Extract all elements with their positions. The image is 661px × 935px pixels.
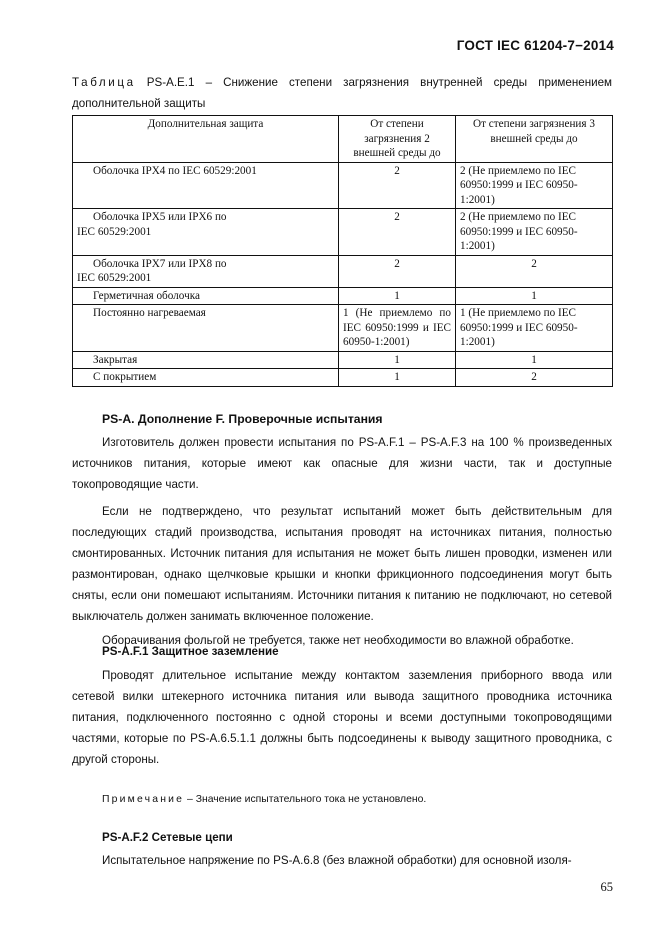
table-cell-degree-2: 1 bbox=[339, 287, 456, 305]
table-cell-degree-3: 1 bbox=[456, 287, 613, 305]
table-header-degree-3: От степени загрязнения 3 внешней среды до bbox=[456, 116, 613, 163]
table-row bbox=[73, 369, 613, 387]
section-f1-paragraph-1: Проводят длительное испытание между контактом заземления приборного ввода или сетевой вилки штекерного источника питания или вывода защитного проводника источника питания, подключенного постоянно с одной стороны и всеми доступными токопроводящими частями, которые по PS-A.6.5.1.1 должны быть подсоединены к выводу защитного проводника, с другой стороны. bbox=[72, 669, 612, 766]
section-f-paragraph-2: Если не подтверждено, что результат испытаний может быть действительным для последующих стадий производства, испытания проводят на источниках питания, полностью смонтированных. Источник питания для испытания не может быть лишен проводки, изменен или размонтирован, однако щелчковые крышки и кнопки фрикционного подсоединения могут быть сняты, если они помешают испытаниям. Источники питания к питанию не подключают, но сетевой выключатель должен занимать включенное положение. bbox=[72, 505, 612, 623]
note-label: Примечание bbox=[102, 794, 185, 805]
section-f-paragraph-3: Оборачивания фольгой не требуется, также нет необходимости во влажной обработке. bbox=[102, 634, 574, 647]
table-cell-degree-2: 2 bbox=[339, 255, 456, 287]
table-cell-degree-3: 2 (Не приемлемо по IEC 60950:1999 и IEC 60950-1:2001) bbox=[456, 162, 613, 209]
table-caption-label: Таблица bbox=[72, 76, 136, 89]
table-cell-degree-3: 2 (Не приемлемо по IEC 60950:1999 и IEC 60950-1:2001) bbox=[456, 209, 613, 256]
note-text: – Значение испытательного тока не установлено. bbox=[184, 794, 427, 805]
table-row bbox=[73, 162, 613, 209]
table-caption-text: PS-A.E.1 – Снижение степени загрязнения внутренней среды применением дополнительной защиты bbox=[72, 76, 612, 110]
section-f2-body bbox=[72, 850, 612, 871]
pollution-reduction-table bbox=[72, 115, 613, 387]
protection-name-line2: IEC 60529:2001 bbox=[77, 225, 152, 238]
page-number: 65 bbox=[600, 880, 613, 894]
table-cell-protection bbox=[73, 305, 339, 352]
protection-name-line1: Постоянно нагреваемая bbox=[93, 307, 206, 319]
note bbox=[102, 794, 426, 805]
table-cell-degree-3: 1 (Не приемлемо по IEC 60950:1999 и IEC 60950-1:2001) bbox=[456, 305, 613, 352]
section-f2-paragraph-1: Испытательное напряжение по PS-A.6.8 (без влажной обработки) для основной изоля- bbox=[102, 854, 572, 867]
table-cell-protection bbox=[73, 287, 339, 305]
table-cell-degree-3: 2 bbox=[456, 255, 613, 287]
table-cell-protection bbox=[73, 369, 339, 387]
table-header-protection: Дополнительная защита bbox=[73, 116, 339, 163]
table-header-degree-2: От степени загрязнения 2 внешней среды до bbox=[339, 116, 456, 163]
table-cell-protection bbox=[73, 255, 339, 287]
protection-name-line1: Оболочка IPX5 или IPX6 по bbox=[93, 211, 227, 223]
table-cell-protection bbox=[73, 351, 339, 369]
section-f-body bbox=[72, 432, 612, 651]
protection-name-line1: Оболочка IPX7 или IPX8 по bbox=[93, 257, 227, 270]
protection-name-line2: IEC 60529:2001 bbox=[77, 272, 152, 284]
protection-name-line1: С покрытием bbox=[93, 371, 157, 383]
table-cell-degree-2: 1 bbox=[339, 351, 456, 369]
table-cell-protection bbox=[73, 209, 339, 256]
table-cell-degree-3: 1 bbox=[456, 351, 613, 369]
table-cell-degree-2: 1 (Не приемлемо по IEC 60950:1999 и IEC 60950-1:2001) bbox=[339, 305, 456, 352]
document-header: ГОСТ IEC 61204-7−2014 bbox=[456, 38, 614, 53]
table-row bbox=[73, 255, 613, 287]
table-row bbox=[73, 305, 613, 352]
section-f1-body bbox=[72, 665, 612, 770]
table-cell-degree-2: 2 bbox=[339, 209, 456, 256]
table-header-row bbox=[73, 116, 613, 163]
protection-name-line1: Оболочка IPX4 по IEC 60529:2001 bbox=[93, 164, 257, 177]
table-row bbox=[73, 351, 613, 369]
section-f-paragraph-1: Изготовитель должен провести испытания по PS-A.F.1 – PS-A.F.3 на 100 % произведенных источников питания, которые имеют как опасные для жизни части, так и доступные токопроводящие части. bbox=[72, 436, 612, 491]
section-f1-heading: PS-A.F.1 Защитное заземление bbox=[102, 645, 279, 658]
section-f-heading: PS-A. Дополнение F. Проверочные испытания bbox=[102, 412, 383, 426]
table-cell-degree-2: 2 bbox=[339, 162, 456, 209]
table-row bbox=[73, 209, 613, 256]
protection-name-line1: Закрытая bbox=[93, 353, 138, 366]
table-cell-degree-2: 1 bbox=[339, 369, 456, 387]
table-caption bbox=[72, 72, 612, 114]
section-f2-heading: PS-A.F.2 Сетевые цепи bbox=[102, 831, 233, 844]
table-cell-protection bbox=[73, 162, 339, 209]
table-row bbox=[73, 287, 613, 305]
protection-name-line1: Герметичная оболочка bbox=[93, 289, 200, 302]
table-cell-degree-3: 2 bbox=[456, 369, 613, 387]
